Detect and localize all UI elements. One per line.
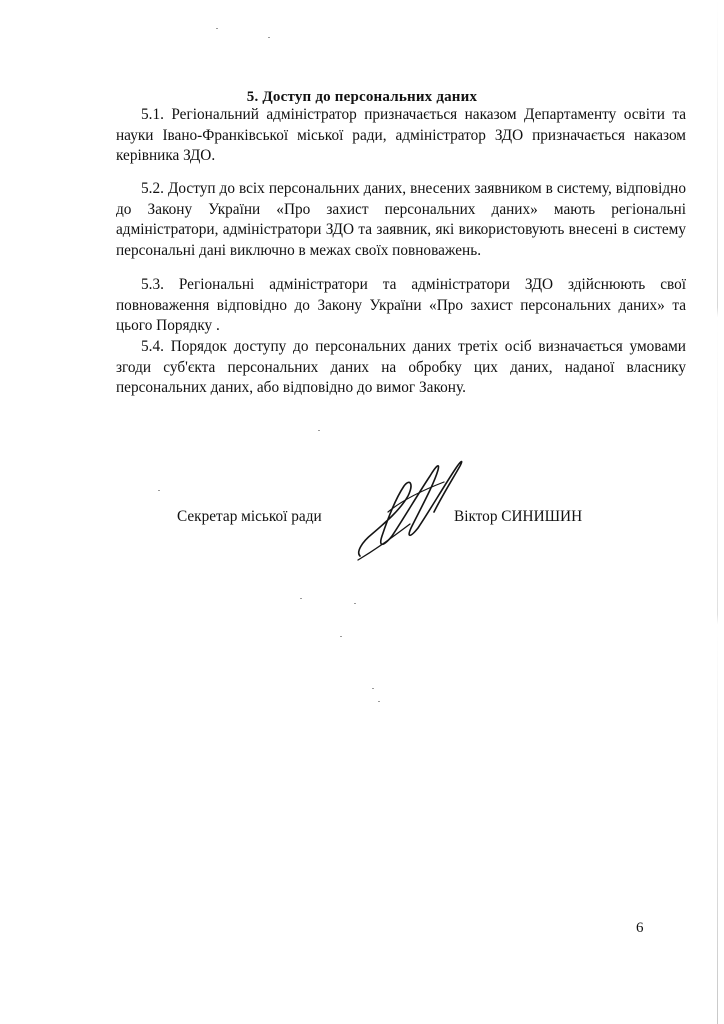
section-heading: 5. Доступ до персональних даних — [246, 89, 478, 105]
page-number: 6 — [636, 920, 644, 936]
scan-speck — [378, 701, 380, 702]
scan-speck — [318, 430, 320, 431]
signatory-name: Віктор СИНИШИН — [454, 508, 583, 525]
scan-speck — [158, 490, 160, 491]
scan-speck — [268, 37, 270, 38]
paragraph-5-1: 5.1. Регіональний адміністратор призначається наказом Департаменту освіти та науки Івано-Франківської міської ради, адміністратор ЗДО призначається наказом керівника ЗДО. — [116, 106, 686, 164]
paragraph-5-2: 5.2. Доступ до всіх персональних даних, внесених заявником в систему, відповідно до Закону України «Про захист персональних даних» мають регіональні адміністратори, адміністратори ЗДО та заявник, які використовують внесені в систему персональні дані виключно в межах своїх повноважень. — [116, 180, 686, 259]
scan-speck — [216, 28, 218, 29]
handwritten-signature — [348, 452, 466, 570]
paragraph-5-4: 5.4. Порядок доступу до персональних даних третіх осіб визначається умовами згоди суб'єкта персональних даних на обробку цих даних, наданої власнику персональних даних, або відповідно до вимог Закону. — [116, 338, 686, 396]
scan-speck — [372, 688, 374, 689]
paragraph-5-3: 5.3. Регіональні адміністратори та адміністратори ЗДО здійснюють свої повноваження відповідно до Закону України «Про захист персональних даних» та цього Порядку . — [116, 276, 686, 334]
scan-speck — [340, 636, 342, 637]
scan-speck — [300, 598, 302, 599]
scan-speck — [354, 603, 356, 604]
signatory-title: Секретар міської ради — [177, 508, 322, 525]
